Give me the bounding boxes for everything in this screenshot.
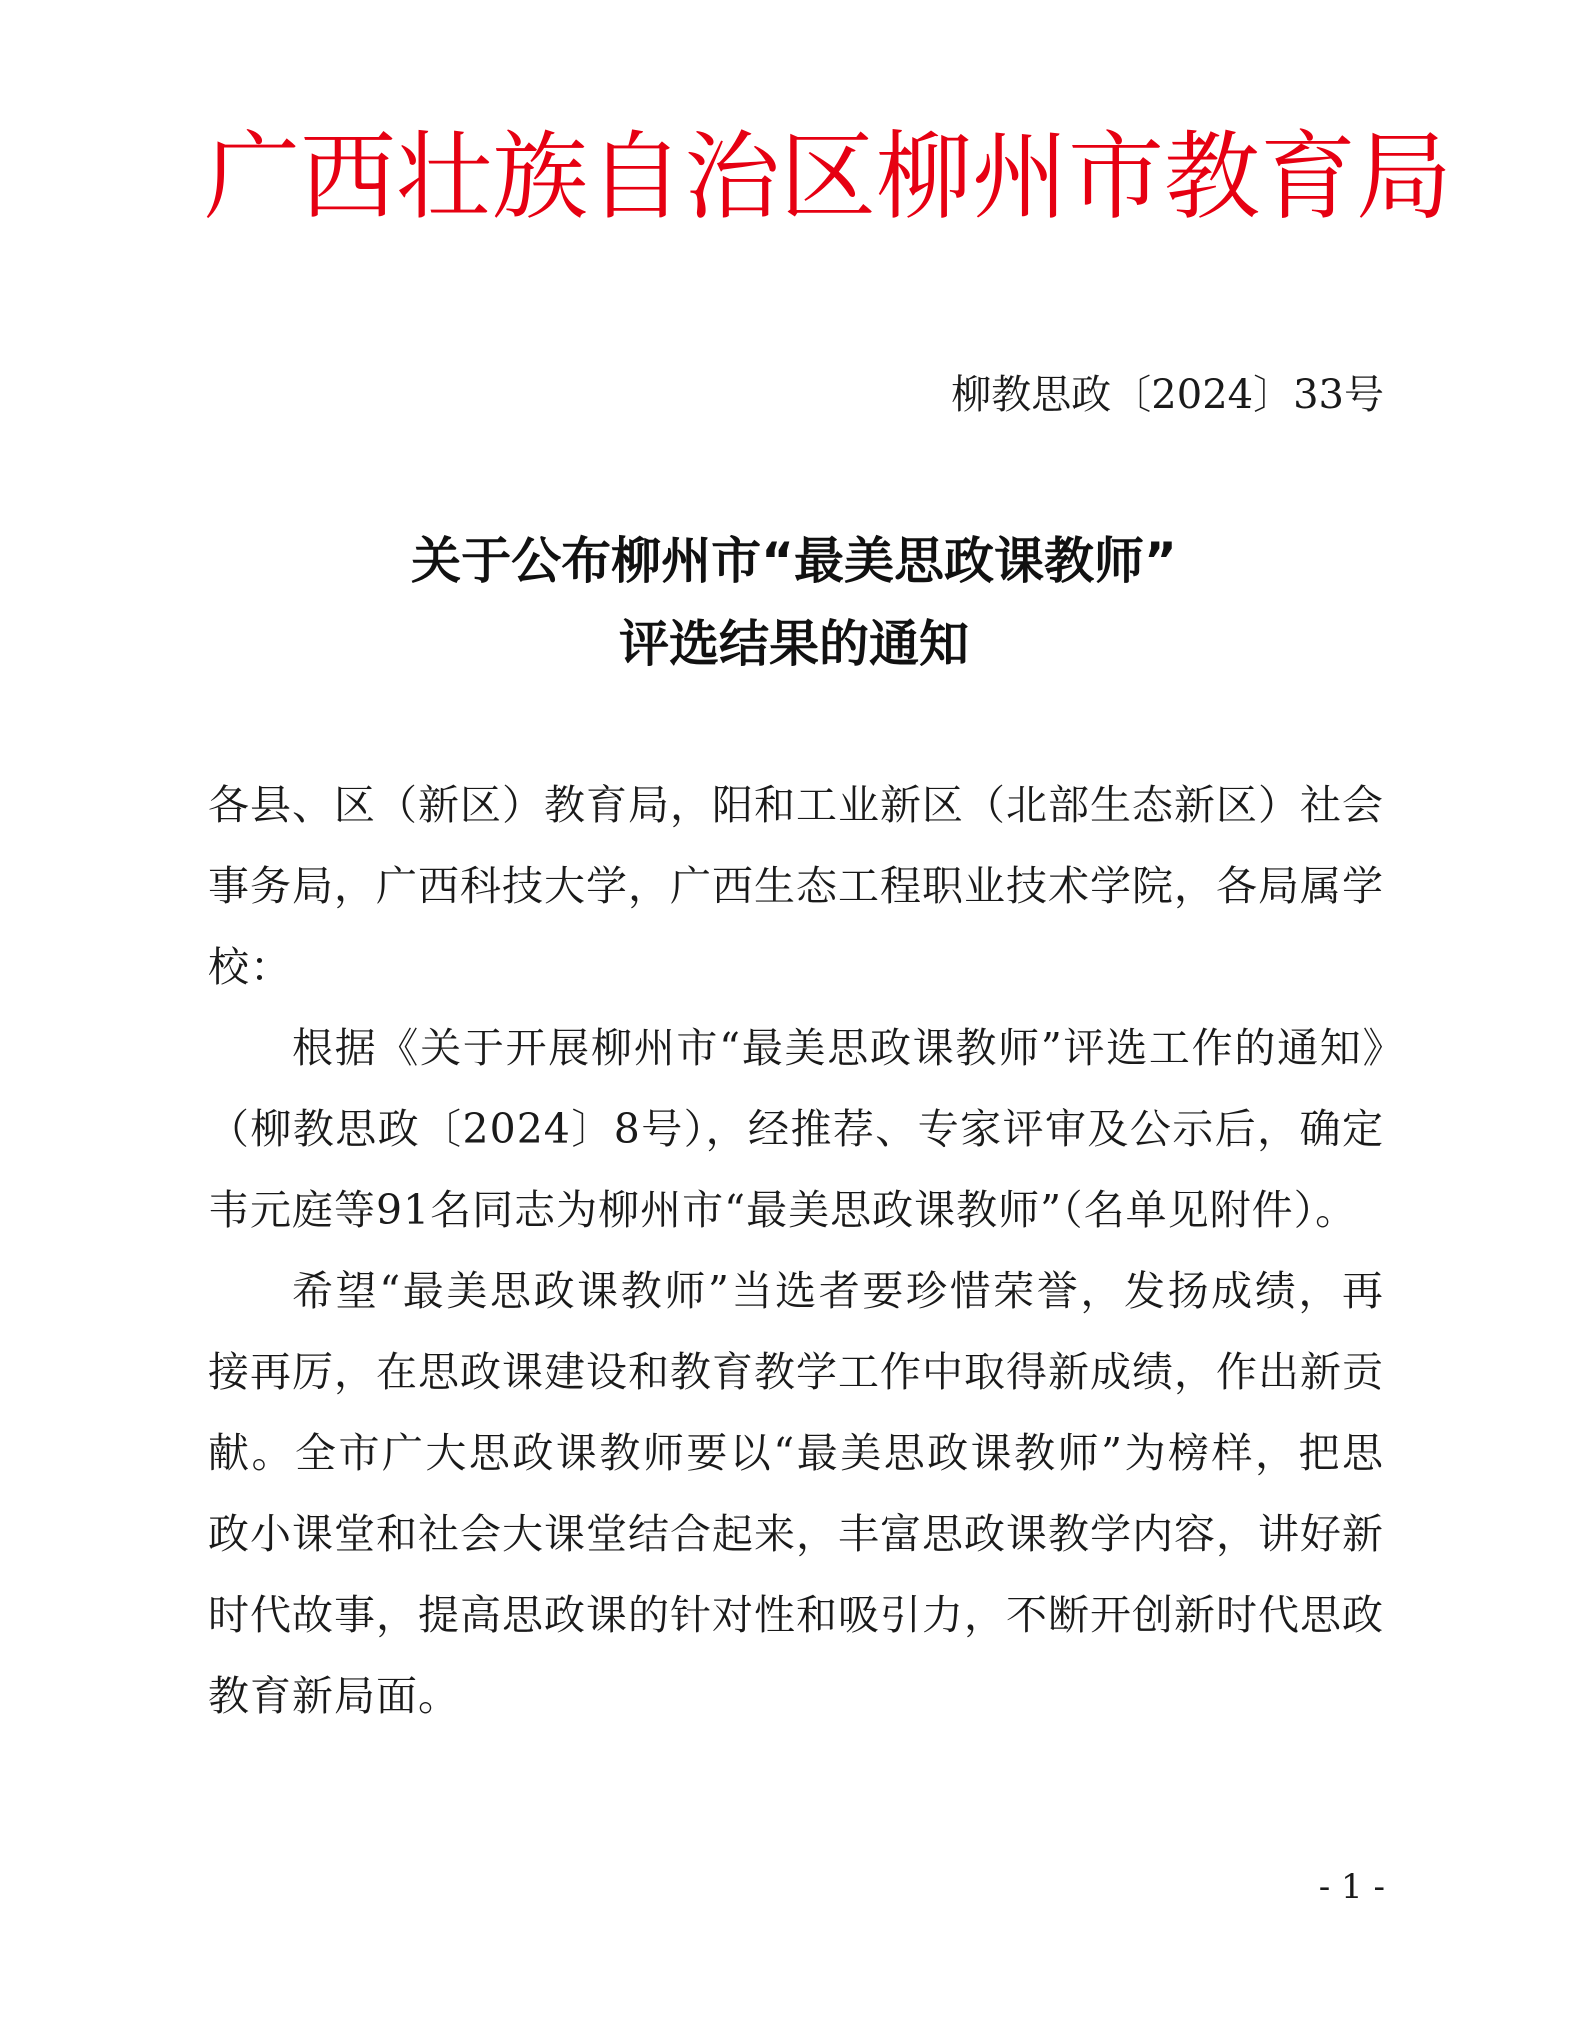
issuer-header: 广西壮族自治区柳州市教育局: [204, 121, 1452, 233]
document-body: [208, 765, 1384, 1737]
document-title: [204, 520, 1384, 686]
document-title-line-1: 关于公布柳州市“最美思政课教师”: [411, 532, 1177, 590]
document-number: 柳教思政〔2024〕33号: [951, 372, 1384, 418]
body-paragraph-1: 根据《关于开展柳州市“最美思政课教师”评选工作的通知》（柳教思政〔2024〕8号），经推荐、专家评审及公示后，确定韦元庭等91名同志为柳州市“最美思政课教师”（名单见附件）。: [208, 1024, 1384, 1234]
document-title-line-2: 评选结果的通知: [619, 615, 969, 673]
page-number: - 1 -: [1318, 1867, 1385, 1907]
recipients-paragraph: 各县、区（新区）教育局，阳和工业新区（北部生态新区）社会事务局，广西科技大学，广西生态工程职业技术学院，各局属学校：: [208, 781, 1384, 991]
body-paragraph-2: 希望“最美思政课教师”当选者要珍惜荣誉，发扬成绩，再接再厉，在思政课建设和教育教学工作中取得新成绩，作出新贡献。全市广大思政课教师要以“最美思政课教师”为榜样，把思政小课堂和社会大课堂结合起来，丰富思政课教学内容，讲好新时代故事，提高思政课的针对性和吸引力，不断开创新时代思政教育新局面。: [208, 1267, 1384, 1720]
